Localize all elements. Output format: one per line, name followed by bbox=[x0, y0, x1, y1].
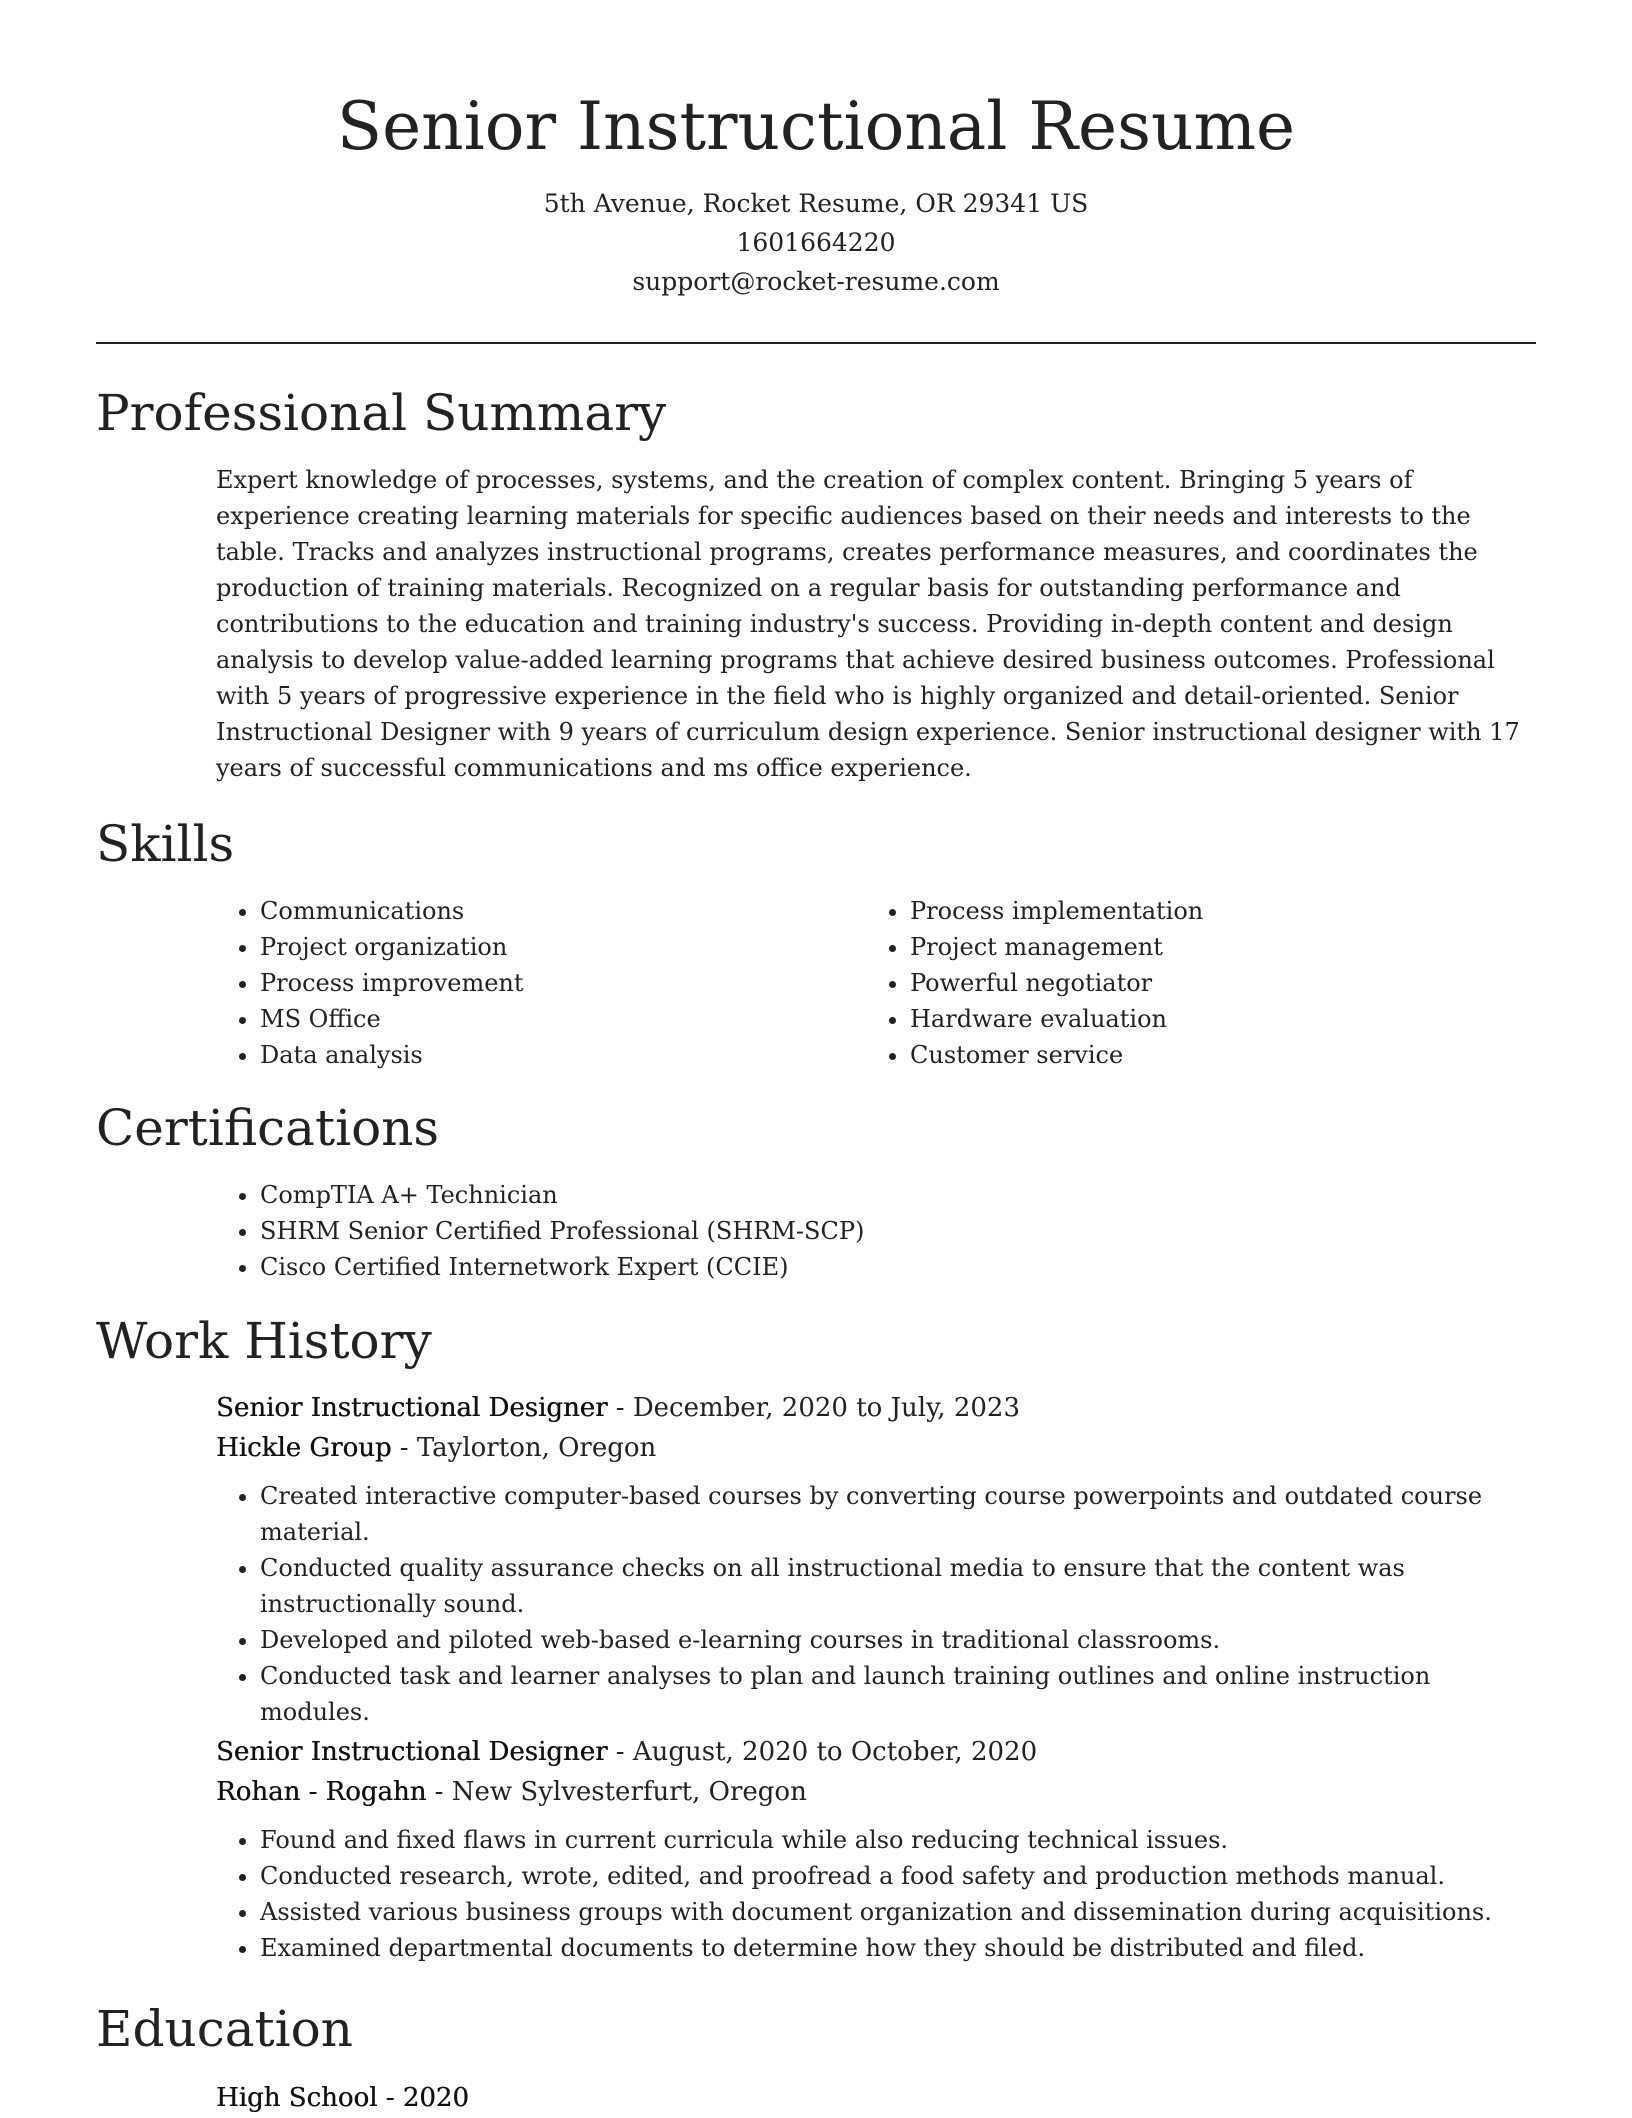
education-entry bbox=[216, 2078, 1536, 2118]
skills-heading: Skills bbox=[96, 815, 235, 873]
job-company: Rohan - Rogahn bbox=[216, 1777, 427, 1807]
work-history-heading: Work History bbox=[96, 1312, 432, 1370]
resume-header bbox=[0, 84, 1632, 301]
certification-item: • Cisco Certified Internetwork Expert (CCIE) bbox=[260, 1249, 1536, 1285]
job-dates: - December, 2020 to July, 2023 bbox=[607, 1393, 1020, 1423]
address: 5th Avenue, Rocket Resume, OR 29341 US bbox=[543, 189, 1089, 218]
job-title: Senior Instructional Designer bbox=[216, 1393, 608, 1423]
job-title-line bbox=[216, 1388, 1536, 1428]
certifications-list bbox=[216, 1177, 1536, 1285]
job-bullet: • Conducted task and learner analyses to plan and launch training outlines and online instruction modules. bbox=[260, 1658, 1536, 1730]
skill-item: • Process improvement bbox=[260, 965, 816, 1001]
skill-item: • Communications bbox=[260, 893, 816, 929]
email: support@rocket-resume.com bbox=[632, 267, 1000, 296]
job-bullet: • Assisted various business groups with document organization and dissemination during acquisitions. bbox=[260, 1894, 1536, 1930]
job-company-line bbox=[216, 1772, 1536, 1812]
job-dates: - August, 2020 to October, 2020 bbox=[607, 1737, 1038, 1767]
skill-item: • MS Office bbox=[260, 1001, 816, 1037]
certification-item: • CompTIA A+ Technician bbox=[260, 1177, 1536, 1213]
summary-heading: Professional Summary bbox=[96, 384, 667, 442]
job-bullet: • Conducted quality assurance checks on all instructional media to ensure that the content was instructionally sound. bbox=[260, 1550, 1536, 1622]
certification-item: • SHRM Senior Certified Professional (SHRM-SCP) bbox=[260, 1213, 1536, 1249]
job-entry bbox=[216, 1732, 1536, 1966]
phone: 1601664220 bbox=[736, 228, 896, 257]
skill-item: • Data analysis bbox=[260, 1037, 816, 1073]
job-bullet: • Created interactive computer-based courses by converting course powerpoints and outdated course material. bbox=[260, 1478, 1536, 1550]
job-title: Senior Instructional Designer bbox=[216, 1737, 608, 1767]
skill-item: • Hardware evaluation bbox=[910, 1001, 1486, 1037]
job-company: Hickle Group bbox=[216, 1433, 392, 1463]
job-location: - New Sylvesterfurt, Oregon bbox=[426, 1777, 807, 1807]
header-divider bbox=[96, 342, 1536, 344]
job-title-line bbox=[216, 1732, 1536, 1772]
skills-right-column bbox=[866, 893, 1486, 1073]
certifications-heading: Certifications bbox=[96, 1099, 440, 1157]
skill-item: • Process implementation bbox=[910, 893, 1486, 929]
resume-title: Senior Instructional Resume bbox=[336, 88, 1296, 165]
skill-item: • Customer service bbox=[910, 1037, 1486, 1073]
education-item: High School - 2020 bbox=[216, 2083, 469, 2113]
job-bullet: • Found and fixed flaws in current curricula while also reducing technical issues. bbox=[260, 1822, 1536, 1858]
summary-text: Expert knowledge of processes, systems, and the creation of complex content. Bringing 5 years of experience creating learning materials for specific audiences based on their needs and interests to the table. Tracks and analyzes instructional programs, creates performance measures, and coordinates the production of training materials. Recognized on a regular basis for outstanding performance and contributions to the education and training industry's success. Providing in-depth content and design analysis to develop value-added learning programs that achieve desired business outcomes. Professional with 5 years of progressive experience in the field who is highly organized and detail-oriented. Senior Instructional Designer with 9 years of curriculum design experience. Senior instructional designer with 17 years of successful communications and ms office experience. bbox=[216, 466, 1520, 782]
skill-item: • Powerful negotiator bbox=[910, 965, 1486, 1001]
job-company-line bbox=[216, 1428, 1536, 1468]
skill-item: • Project management bbox=[910, 929, 1486, 965]
education-heading: Education bbox=[96, 2000, 353, 2058]
skills-left-column bbox=[216, 893, 816, 1073]
skill-item: • Project organization bbox=[260, 929, 816, 965]
job-bullet: • Conducted research, wrote, edited, and proofread a food safety and production methods manual. bbox=[260, 1858, 1536, 1894]
job-entry bbox=[216, 1388, 1536, 1730]
job-bullet: • Developed and piloted web-based e-learning courses in traditional classrooms. bbox=[260, 1622, 1536, 1658]
job-location: - Taylorton, Oregon bbox=[391, 1433, 657, 1463]
job-bullet: • Examined departmental documents to determine how they should be distributed and filed. bbox=[260, 1930, 1536, 1966]
